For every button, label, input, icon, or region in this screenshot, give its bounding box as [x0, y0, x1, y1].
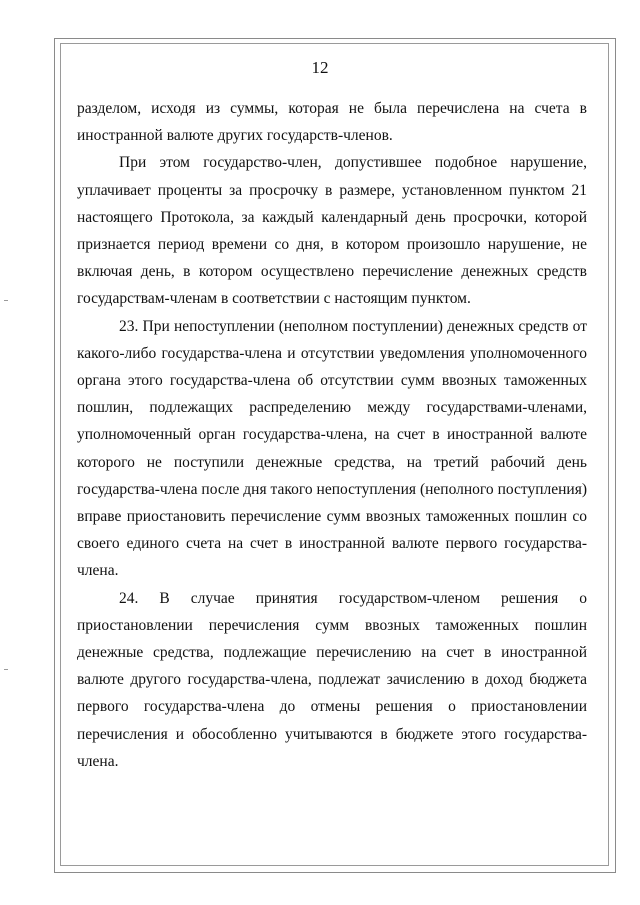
margin-mark: [4, 669, 8, 670]
paragraph-penalty: При этом государство-член, допустившее подобное нарушение, уплачивает проценты за просрочку в размере, установленном пунктом 21 настоящего Протокола, за каждый календарный день просрочки, которой признается период времени со дня, в котором произошло нарушение, не включая день, в котором осуществлено перечисление денежных средств государствам-членам в соответствии с настоящим пунктом.: [77, 154, 587, 308]
margin-mark: [4, 300, 8, 301]
paragraph-item-24: 24. В случае принятия государством-членом решения о приостановлении перечисления сумм ввозных таможенных пошлин денежные средства, подлежащие перечислению на счет в иностранной валюте другого государства-члена, подлежат зачислению в доход бюджета первого государства-члена до отмены решения о приостановлении перечисления и обособленно учитываются в бюджете этого государства-члена.: [77, 589, 587, 770]
paragraph-item-23: 23. При непоступлении (неполном поступлении) денежных средств от какого-либо государства-члена и отсутствии уведомления уполномоченного органа этого государства-члена об отсутствии сумм ввозных таможенных пошлин, подлежащих распределению между государствами-членами, уполномоченный орган государства-члена, на счет в иностранной валюте которого не поступили денежные средства, на третий рабочий день государства-члена после дня такого непоступления (неполного поступления) вправе приостановить перечисление сумм ввозных таможенных пошлин со своего единого счета на счет в иностранной валюте первого государства-члена.: [77, 317, 587, 580]
page-number: 12: [311, 58, 329, 77]
paragraph-continuation: разделом, исходя из суммы, которая не была перечислена на счета в иностранной валюте других государств-членов.: [77, 100, 587, 145]
document-body: [77, 95, 587, 775]
